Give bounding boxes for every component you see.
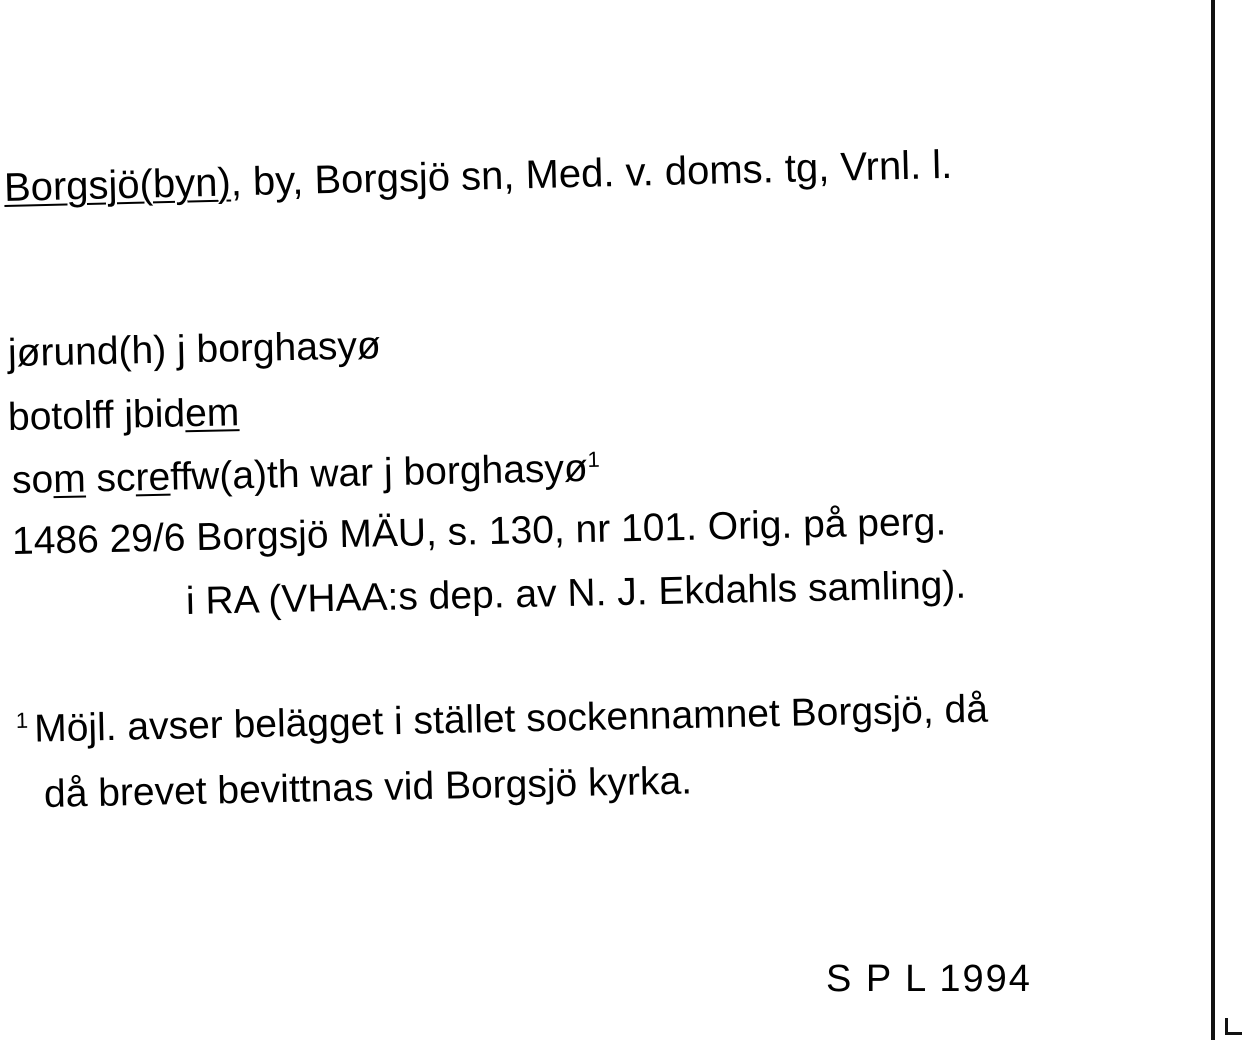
citation-line-1: jørund(h) j borghasyø bbox=[7, 324, 382, 375]
signature: S P L 1994 bbox=[826, 958, 1032, 1000]
source-line-2: i RA (VHAA:s dep. av N. J. Ekdahls samling). bbox=[185, 563, 967, 623]
footnote-marker: 1 bbox=[15, 707, 29, 733]
citation-line-2-abbrev: em bbox=[184, 391, 240, 436]
citation-line-3-part-a: so bbox=[11, 458, 54, 502]
citation-line-3-abbrev-1: m bbox=[52, 457, 87, 502]
citation-line-3-part-c: ffw(a)th war j borghasyø bbox=[169, 446, 589, 499]
place-name: Borgsjö(byn) bbox=[3, 160, 232, 210]
footnote-line-1 bbox=[15, 687, 989, 751]
citation-line-2-text: botolff jbid bbox=[7, 392, 186, 439]
heading-description: , by, Borgsjö sn, Med. v. doms. tg, Vrnl. l. bbox=[230, 142, 953, 205]
card-edge-line bbox=[1211, 0, 1215, 1040]
citation-line-3 bbox=[11, 446, 601, 502]
footnote-text-1: Möjl. avser belägget i stället sockennamnet Borgsjö, då bbox=[33, 687, 989, 751]
citation-line-3-part-b: sc bbox=[85, 456, 136, 501]
citation-line-2 bbox=[8, 393, 240, 437]
citation-line-3-abbrev-2: re bbox=[135, 455, 171, 500]
footnote-line-2: då brevet bevittnas vid Borgsjö kyrka. bbox=[43, 759, 693, 816]
footnote-reference: 1 bbox=[587, 446, 601, 472]
source-line-1: 1486 29/6 Borgsjö MÄU, s. 130, nr 101. Orig. på perg. bbox=[11, 500, 947, 563]
entry-heading bbox=[3, 142, 953, 210]
card-corner-mark bbox=[1225, 1018, 1242, 1035]
